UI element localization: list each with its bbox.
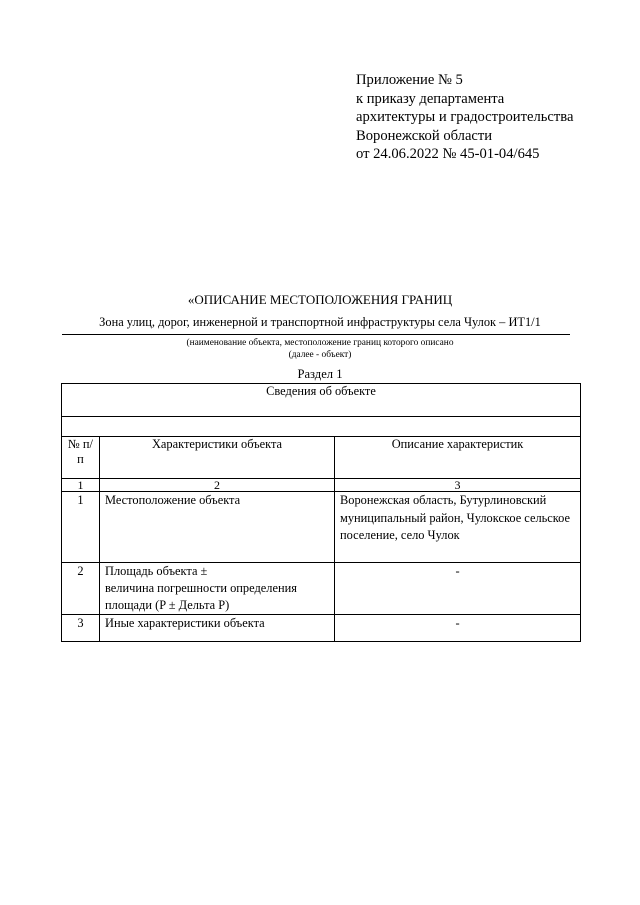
column-header-num: № п/п xyxy=(62,437,100,479)
column-number: 1 xyxy=(62,479,100,492)
column-number: 3 xyxy=(335,479,581,492)
row-num: 2 xyxy=(62,563,100,615)
column-header-row xyxy=(62,437,581,479)
appendix-line: Приложение № 5 xyxy=(356,72,463,88)
object-caption-line1: (наименование объекта, местоположение границ которого описано xyxy=(186,338,454,348)
row-description: - xyxy=(335,615,581,642)
column-header-characteristic: Характеристики объекта xyxy=(100,437,335,479)
column-header-description: Описание характеристик xyxy=(335,437,581,479)
row-description: - xyxy=(335,563,581,615)
object-name: Зона улиц, дорог, инженерной и транспортной инфраструктуры села Чулок – ИТ1/1 xyxy=(99,315,541,329)
column-number: 2 xyxy=(100,479,335,492)
row-characteristic-line2: величина погрешности определения площади (P ± Дельта P) xyxy=(105,581,297,612)
table-blank-row xyxy=(62,417,581,437)
row-num: 3 xyxy=(62,615,100,642)
section-heading: Раздел 1 xyxy=(297,367,343,381)
object-name-underline xyxy=(62,334,570,335)
blank-cell xyxy=(62,417,581,437)
table-row xyxy=(62,615,581,642)
row-characteristic: Иные характеристики объекта xyxy=(100,615,335,642)
table-row xyxy=(62,492,581,563)
row-characteristic-line1: Площадь объекта ± xyxy=(105,564,208,578)
row-characteristic xyxy=(100,563,335,615)
table-row xyxy=(62,563,581,615)
appendix-line: архитектуры и градостроительства xyxy=(356,109,574,126)
appendix-line: Воронежской области xyxy=(356,127,493,144)
column-number-row xyxy=(62,479,581,492)
row-description: Воронежская область, Бутурлиновский муниципальный район, Чулокское сельское поселение, село Чулок xyxy=(335,492,581,563)
appendix-line: от 24.06.2022 № 45-01-04/645 xyxy=(356,146,540,163)
appendix-line: к приказу департамента xyxy=(356,90,505,107)
row-num: 1 xyxy=(62,492,100,563)
table-header-row xyxy=(62,384,581,417)
table-header: Сведения об объекте xyxy=(62,384,581,417)
document-title: «ОПИСАНИЕ МЕСТОПОЛОЖЕНИЯ ГРАНИЦ xyxy=(187,292,453,307)
row-characteristic: Местоположение объекта xyxy=(100,492,335,563)
object-info-table xyxy=(61,383,581,642)
appendix-block xyxy=(356,71,573,164)
object-caption-line2: (далее - объект) xyxy=(288,350,352,360)
